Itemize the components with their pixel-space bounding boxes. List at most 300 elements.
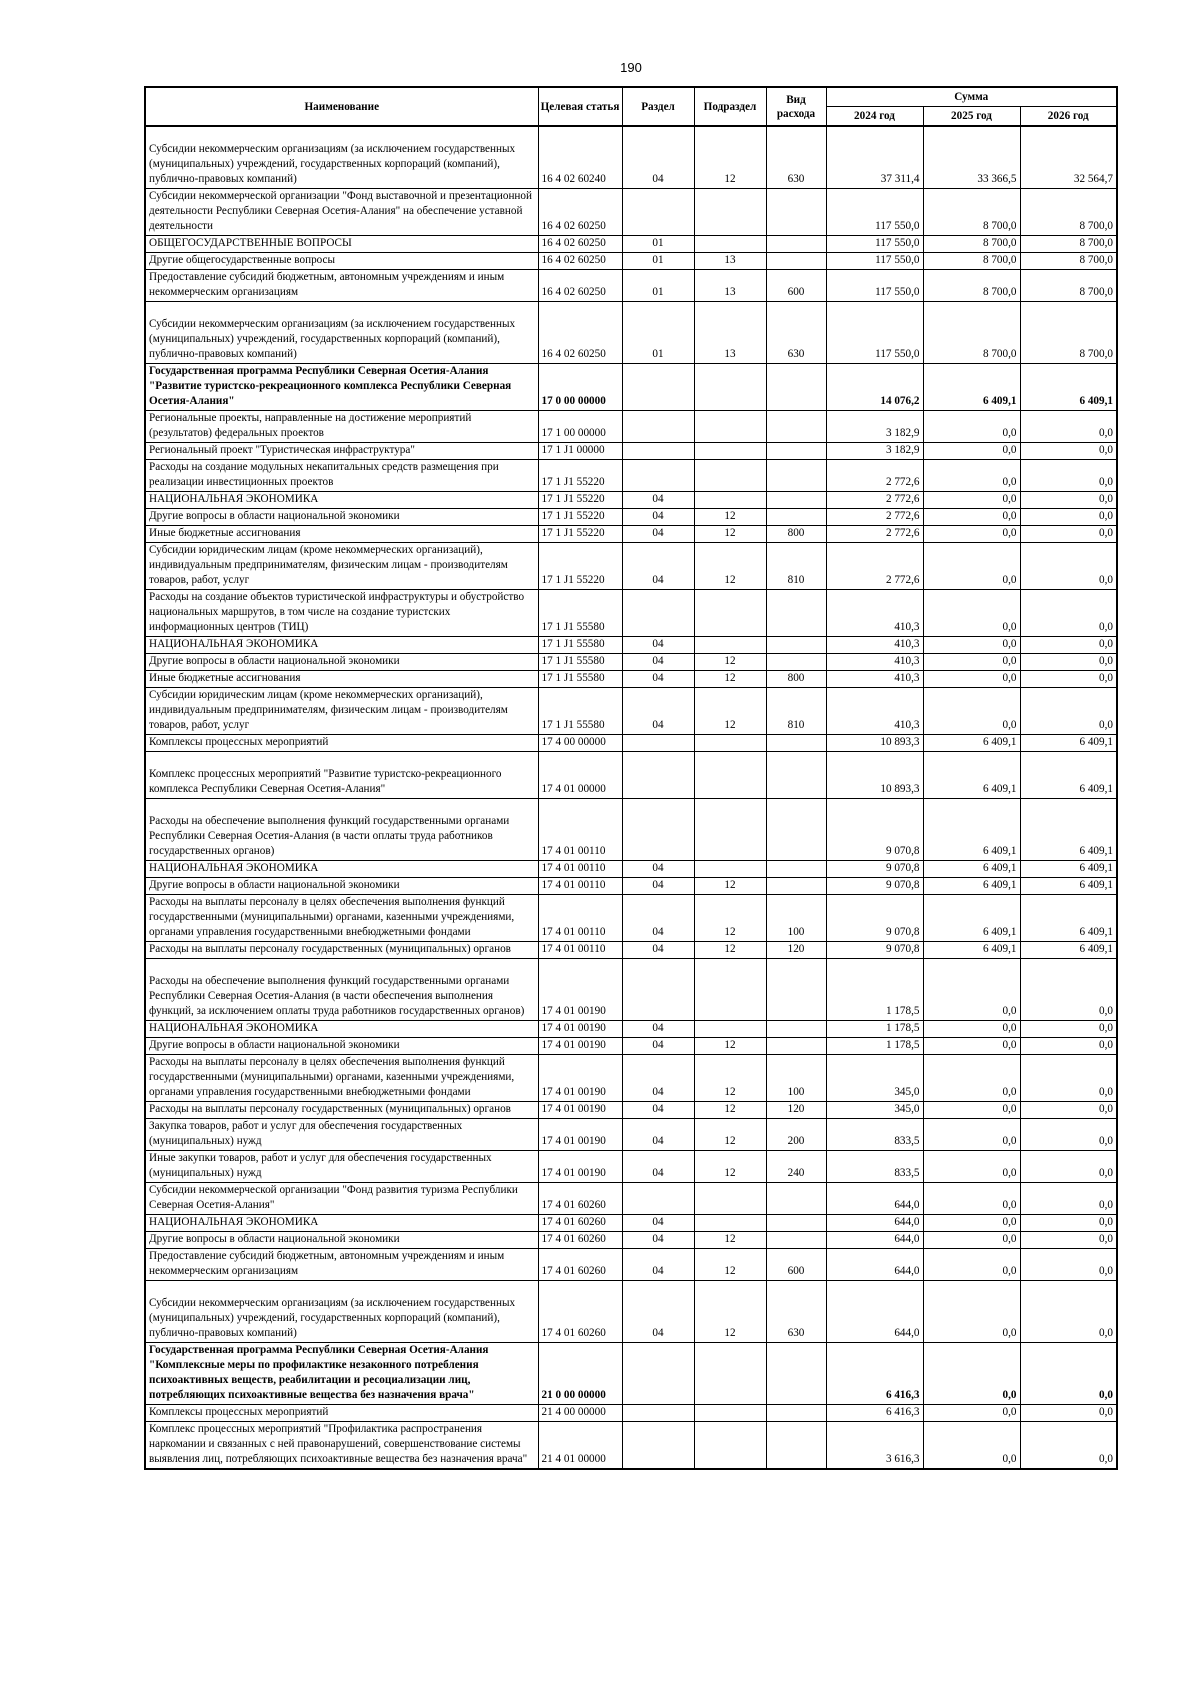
row-name: Предоставление субсидий бюджетным, автономным учреждениям и иным некоммерческим организациям (145, 1249, 538, 1281)
table-row (145, 654, 1117, 671)
row-sum-2024: 833,5 (826, 1151, 923, 1183)
row-sum-2024: 2 772,6 (826, 526, 923, 543)
header-section: Раздел (622, 87, 694, 126)
row-sum-2026: 8 700,0 (1020, 270, 1117, 302)
row-sum-2026: 0,0 (1020, 1119, 1117, 1151)
table-row (145, 895, 1117, 942)
row-section (622, 443, 694, 460)
row-sum-2026: 0,0 (1020, 1021, 1117, 1038)
row-section: 01 (622, 270, 694, 302)
row-section: 04 (622, 1119, 694, 1151)
row-name-text: Субсидии некоммерческим организациям (за исключением государственных (муниципальных) учреждений, государственных корпораций (компаний), публично-правовых компаний) (149, 1297, 516, 1339)
row-sum-2025: 8 700,0 (923, 253, 1020, 270)
row-sum-2024: 117 550,0 (826, 236, 923, 253)
row-section: 04 (622, 1232, 694, 1249)
table-row (145, 688, 1117, 735)
table-row (145, 1151, 1117, 1183)
row-name-text: Расходы на обеспечение выполнения функций государственными органами Республики Северная Осетия-Алания (в части оплаты труда работников государственных органов) (149, 815, 510, 857)
row-expense-type (766, 654, 826, 671)
row-name (145, 752, 538, 799)
row-expense-type (766, 959, 826, 1021)
row-section (622, 1405, 694, 1422)
row-sum-2024: 644,0 (826, 1232, 923, 1249)
row-sum-2026: 0,0 (1020, 543, 1117, 590)
row-expense-type: 120 (766, 942, 826, 959)
row-target: 17 4 01 00110 (538, 861, 622, 878)
row-name: Комплексы процессных мероприятий (145, 735, 538, 752)
row-subsection: 12 (694, 1232, 766, 1249)
row-expense-type: 810 (766, 543, 826, 590)
row-subsection: 12 (694, 1249, 766, 1281)
row-target: 17 1 J1 55580 (538, 654, 622, 671)
table-row (145, 509, 1117, 526)
row-subsection: 12 (694, 526, 766, 543)
row-expense-type (766, 253, 826, 270)
row-sum-2025: 0,0 (923, 654, 1020, 671)
row-target: 17 1 J1 55580 (538, 671, 622, 688)
row-sum-2025: 6 409,1 (923, 861, 1020, 878)
row-sum-2025: 0,0 (923, 1405, 1020, 1422)
row-sum-2026: 6 409,1 (1020, 364, 1117, 411)
row-sum-2024: 410,3 (826, 654, 923, 671)
row-name: Региональные проекты, направленные на достижение мероприятий (результатов) федеральных проектов (145, 411, 538, 443)
row-target: 17 1 J1 55220 (538, 509, 622, 526)
row-sum-2025: 0,0 (923, 460, 1020, 492)
row-name: Субсидии некоммерческой организации "Фонд развития туризма Республики Северная Осетия-Алания" (145, 1183, 538, 1215)
header-expense-type: Вид расхода (766, 87, 826, 126)
row-sum-2025: 0,0 (923, 411, 1020, 443)
row-target: 17 4 01 00190 (538, 1119, 622, 1151)
row-subsection: 13 (694, 270, 766, 302)
row-target: 17 0 00 00000 (538, 364, 622, 411)
row-subsection: 12 (694, 654, 766, 671)
row-sum-2025: 8 700,0 (923, 189, 1020, 236)
row-expense-type (766, 236, 826, 253)
row-subsection: 13 (694, 253, 766, 270)
row-target: 17 1 J1 00000 (538, 443, 622, 460)
row-expense-type: 800 (766, 671, 826, 688)
row-sum-2026: 0,0 (1020, 671, 1117, 688)
row-subsection (694, 1343, 766, 1405)
row-target: 17 4 01 00110 (538, 942, 622, 959)
row-sum-2025: 8 700,0 (923, 270, 1020, 302)
row-name (145, 959, 538, 1021)
row-target: 17 4 01 60260 (538, 1281, 622, 1343)
row-subsection (694, 1405, 766, 1422)
row-sum-2026: 6 409,1 (1020, 752, 1117, 799)
row-name: Иные бюджетные ассигнования (145, 671, 538, 688)
row-sum-2026: 0,0 (1020, 1422, 1117, 1470)
row-expense-type (766, 861, 826, 878)
row-sum-2026: 6 409,1 (1020, 861, 1117, 878)
row-target: 17 1 00 00000 (538, 411, 622, 443)
row-sum-2024: 644,0 (826, 1183, 923, 1215)
row-sum-2024: 9 070,8 (826, 878, 923, 895)
row-sum-2024: 833,5 (826, 1119, 923, 1151)
row-expense-type (766, 1038, 826, 1055)
row-name: Государственная программа Республики Северная Осетия-Алания "Комплексные меры по профилактике незаконного потребления психоактивных веществ, реабилитации и ресоциализации лиц, потребляющих психоактивные вещества без назначения врача" (145, 1343, 538, 1405)
row-name: Комплекс процессных мероприятий "Профилактика распространения наркомании и связанных с ней правонарушений, совершенствование системы выявления лиц, потребляющих психоактивные вещества без назначения врача" (145, 1422, 538, 1470)
row-section: 01 (622, 302, 694, 364)
row-section (622, 959, 694, 1021)
row-section (622, 1183, 694, 1215)
row-target: 17 1 J1 55580 (538, 590, 622, 637)
header-2026: 2026 год (1020, 107, 1117, 127)
table-row (145, 637, 1117, 654)
row-sum-2024: 3 182,9 (826, 443, 923, 460)
row-sum-2024: 345,0 (826, 1055, 923, 1102)
row-target: 17 4 00 00000 (538, 735, 622, 752)
row-expense-type (766, 1405, 826, 1422)
row-subsection: 12 (694, 1055, 766, 1102)
row-name-text: Комплекс процессных мероприятий "Развитие туристско-рекреационного комплекса Республики Северная Осетия-Алания" (149, 768, 502, 795)
row-section (622, 799, 694, 861)
row-expense-type: 810 (766, 688, 826, 735)
row-sum-2025: 0,0 (923, 590, 1020, 637)
row-section: 04 (622, 1249, 694, 1281)
row-sum-2026: 0,0 (1020, 654, 1117, 671)
row-sum-2025: 0,0 (923, 1232, 1020, 1249)
row-expense-type (766, 878, 826, 895)
row-subsection: 12 (694, 1151, 766, 1183)
table-row (145, 752, 1117, 799)
row-sum-2026: 0,0 (1020, 1038, 1117, 1055)
row-sum-2024: 10 893,3 (826, 752, 923, 799)
row-sum-2025: 0,0 (923, 1102, 1020, 1119)
row-sum-2026: 0,0 (1020, 1343, 1117, 1405)
row-sum-2026: 8 700,0 (1020, 189, 1117, 236)
row-sum-2025: 0,0 (923, 1183, 1020, 1215)
row-subsection: 12 (694, 509, 766, 526)
row-target: 17 4 01 00190 (538, 1102, 622, 1119)
row-sum-2024: 410,3 (826, 637, 923, 654)
row-expense-type: 100 (766, 1055, 826, 1102)
row-sum-2024: 410,3 (826, 671, 923, 688)
row-subsection (694, 1183, 766, 1215)
row-name: Субсидии некоммерческой организации "Фонд выставочной и презентационной деятельности Республики Северная Осетия-Алания" на обеспечение уставной деятельности (145, 189, 538, 236)
row-target: 17 4 01 00190 (538, 1021, 622, 1038)
row-sum-2024: 3 182,9 (826, 411, 923, 443)
row-sum-2024: 410,3 (826, 590, 923, 637)
table-row (145, 443, 1117, 460)
row-section: 01 (622, 253, 694, 270)
table-row (145, 942, 1117, 959)
row-subsection (694, 752, 766, 799)
row-expense-type (766, 1021, 826, 1038)
row-subsection: 12 (694, 1119, 766, 1151)
row-sum-2025: 0,0 (923, 1249, 1020, 1281)
row-subsection (694, 637, 766, 654)
row-sum-2025: 8 700,0 (923, 236, 1020, 253)
row-name: Другие вопросы в области национальной экономики (145, 1038, 538, 1055)
row-sum-2025: 6 409,1 (923, 735, 1020, 752)
row-target: 17 1 J1 55220 (538, 526, 622, 543)
row-sum-2025: 0,0 (923, 1281, 1020, 1343)
row-sum-2026: 0,0 (1020, 460, 1117, 492)
row-subsection (694, 1021, 766, 1038)
row-sum-2024: 644,0 (826, 1281, 923, 1343)
row-expense-type (766, 189, 826, 236)
row-section: 04 (622, 1151, 694, 1183)
row-sum-2025: 0,0 (923, 1422, 1020, 1470)
row-target: 17 4 01 00190 (538, 1038, 622, 1055)
row-expense-type (766, 443, 826, 460)
row-name-text: Субсидии некоммерческим организациям (за исключением государственных (муниципальных) учреждений, государственных корпораций (компаний), публично-правовых компаний) (149, 143, 516, 185)
row-section: 04 (622, 895, 694, 942)
row-sum-2024: 117 550,0 (826, 302, 923, 364)
row-name: Государственная программа Республики Северная Осетия-Алания "Развитие туристско-рекреационного комплекса Республики Северная Осетия-Алания" (145, 364, 538, 411)
row-sum-2024: 2 772,6 (826, 509, 923, 526)
row-name: НАЦИОНАЛЬНАЯ ЭКОНОМИКА (145, 1215, 538, 1232)
row-sum-2025: 0,0 (923, 1151, 1020, 1183)
row-sum-2026: 0,0 (1020, 1281, 1117, 1343)
row-sum-2025: 6 409,1 (923, 752, 1020, 799)
row-sum-2026: 6 409,1 (1020, 942, 1117, 959)
row-name: Расходы на выплаты персоналу в целях обеспечения выполнения функций государственными (муниципальными) органами, казенными учреждениями, органами управления государственными внебюджетными фондами (145, 895, 538, 942)
row-sum-2026: 0,0 (1020, 1249, 1117, 1281)
row-section: 04 (622, 688, 694, 735)
header-target: Целевая статья (538, 87, 622, 126)
row-target: 16 4 02 60250 (538, 236, 622, 253)
row-section (622, 752, 694, 799)
row-expense-type: 100 (766, 895, 826, 942)
row-target: 17 4 01 00000 (538, 752, 622, 799)
row-expense-type (766, 637, 826, 654)
row-subsection (694, 1422, 766, 1470)
row-sum-2026: 0,0 (1020, 637, 1117, 654)
row-section: 04 (622, 1102, 694, 1119)
row-section: 04 (622, 492, 694, 509)
row-expense-type: 600 (766, 270, 826, 302)
row-subsection (694, 460, 766, 492)
row-name: Субсидии юридическим лицам (кроме некоммерческих организаций), индивидуальным предпринимателям, физическим лицам - производителям товаров, работ, услуг (145, 543, 538, 590)
row-sum-2026: 0,0 (1020, 443, 1117, 460)
row-target: 17 4 01 60260 (538, 1249, 622, 1281)
row-section: 04 (622, 671, 694, 688)
row-target: 16 4 02 60250 (538, 302, 622, 364)
row-section: 04 (622, 637, 694, 654)
row-sum-2024: 1 178,5 (826, 1021, 923, 1038)
row-sum-2025: 0,0 (923, 443, 1020, 460)
row-section: 04 (622, 526, 694, 543)
header-name: Наименование (145, 87, 538, 126)
row-sum-2026: 0,0 (1020, 1055, 1117, 1102)
table-row (145, 671, 1117, 688)
row-target: 17 4 01 00110 (538, 799, 622, 861)
row-sum-2025: 0,0 (923, 509, 1020, 526)
row-section: 04 (622, 654, 694, 671)
table-row (145, 1215, 1117, 1232)
row-section: 04 (622, 126, 694, 189)
row-name (145, 126, 538, 189)
row-sum-2026: 0,0 (1020, 1232, 1117, 1249)
table-row (145, 126, 1117, 189)
row-target: 17 4 01 60260 (538, 1183, 622, 1215)
row-sum-2025: 0,0 (923, 1343, 1020, 1405)
row-expense-type (766, 590, 826, 637)
table-row (145, 1038, 1117, 1055)
row-subsection: 12 (694, 671, 766, 688)
row-sum-2026: 0,0 (1020, 1102, 1117, 1119)
row-section: 04 (622, 1021, 694, 1038)
row-subsection (694, 364, 766, 411)
row-name (145, 1281, 538, 1343)
row-expense-type (766, 1422, 826, 1470)
row-subsection: 13 (694, 302, 766, 364)
row-sum-2024: 3 616,3 (826, 1422, 923, 1470)
row-target: 17 4 01 60260 (538, 1232, 622, 1249)
row-sum-2024: 117 550,0 (826, 270, 923, 302)
row-name: НАЦИОНАЛЬНАЯ ЭКОНОМИКА (145, 637, 538, 654)
row-expense-type (766, 1215, 826, 1232)
row-sum-2024: 9 070,8 (826, 895, 923, 942)
row-name-text: Субсидии некоммерческим организациям (за исключением государственных (муниципальных) учреждений, государственных корпораций (компаний), публично-правовых компаний) (149, 318, 516, 360)
row-sum-2026: 0,0 (1020, 959, 1117, 1021)
row-name: Расходы на выплаты персоналу государственных (муниципальных) органов (145, 1102, 538, 1119)
table-row (145, 526, 1117, 543)
row-expense-type (766, 364, 826, 411)
header-2024: 2024 год (826, 107, 923, 127)
row-name: НАЦИОНАЛЬНАЯ ЭКОНОМИКА (145, 861, 538, 878)
row-subsection (694, 590, 766, 637)
row-sum-2026: 32 564,7 (1020, 126, 1117, 189)
row-subsection (694, 411, 766, 443)
table-row (145, 492, 1117, 509)
row-subsection (694, 735, 766, 752)
row-section: 04 (622, 878, 694, 895)
row-sum-2024: 6 416,3 (826, 1405, 923, 1422)
row-expense-type: 630 (766, 302, 826, 364)
row-sum-2024: 2 772,6 (826, 492, 923, 509)
row-sum-2024: 644,0 (826, 1215, 923, 1232)
row-sum-2025: 0,0 (923, 637, 1020, 654)
table-row (145, 543, 1117, 590)
row-expense-type: 240 (766, 1151, 826, 1183)
row-subsection: 12 (694, 126, 766, 189)
table-row (145, 590, 1117, 637)
budget-table (144, 86, 1118, 1470)
row-name: Расходы на выплаты персоналу государственных (муниципальных) органов (145, 942, 538, 959)
row-section: 04 (622, 543, 694, 590)
table-row (145, 302, 1117, 364)
row-section: 04 (622, 942, 694, 959)
row-section: 04 (622, 509, 694, 526)
row-sum-2024: 1 178,5 (826, 959, 923, 1021)
row-subsection: 12 (694, 1281, 766, 1343)
row-name: Закупка товаров, работ и услуг для обеспечения государственных (муниципальных) нужд (145, 1119, 538, 1151)
row-expense-type (766, 799, 826, 861)
row-section: 04 (622, 861, 694, 878)
row-sum-2025: 0,0 (923, 492, 1020, 509)
table-row (145, 1422, 1117, 1470)
row-sum-2025: 0,0 (923, 1055, 1020, 1102)
row-sum-2026: 8 700,0 (1020, 302, 1117, 364)
table-row (145, 959, 1117, 1021)
row-sum-2026: 0,0 (1020, 411, 1117, 443)
table-row (145, 735, 1117, 752)
row-subsection: 12 (694, 688, 766, 735)
table-row (145, 861, 1117, 878)
row-name-text: Расходы на обеспечение выполнения функций государственными органами Республики Северная Осетия-Алания (в части обеспечения выполнения функций, за исключением оплаты труда работников государственных органов) (149, 975, 525, 1017)
row-name: Другие вопросы в области национальной экономики (145, 654, 538, 671)
row-sum-2024: 2 772,6 (826, 543, 923, 590)
row-sum-2024: 2 772,6 (826, 460, 923, 492)
row-sum-2024: 117 550,0 (826, 253, 923, 270)
row-target: 17 4 01 00110 (538, 895, 622, 942)
row-sum-2026: 0,0 (1020, 1151, 1117, 1183)
row-expense-type (766, 735, 826, 752)
row-sum-2026: 0,0 (1020, 590, 1117, 637)
row-name: Предоставление субсидий бюджетным, автономным учреждениям и иным некоммерческим организациям (145, 270, 538, 302)
table-row (145, 236, 1117, 253)
row-sum-2025: 6 409,1 (923, 895, 1020, 942)
header-subsection: Подраздел (694, 87, 766, 126)
table-header (145, 87, 1117, 126)
row-expense-type (766, 492, 826, 509)
row-name: Иные закупки товаров, работ и услуг для обеспечения государственных (муниципальных) нужд (145, 1151, 538, 1183)
table-row (145, 1021, 1117, 1038)
row-sum-2026: 6 409,1 (1020, 895, 1117, 942)
row-section: 04 (622, 1281, 694, 1343)
row-sum-2024: 117 550,0 (826, 189, 923, 236)
row-sum-2026: 0,0 (1020, 526, 1117, 543)
page-number: 190 (620, 60, 642, 75)
row-expense-type (766, 1343, 826, 1405)
row-section (622, 189, 694, 236)
row-sum-2024: 644,0 (826, 1249, 923, 1281)
row-expense-type (766, 460, 826, 492)
row-subsection (694, 1215, 766, 1232)
row-sum-2024: 6 416,3 (826, 1343, 923, 1405)
row-name: Комплексы процессных мероприятий (145, 1405, 538, 1422)
row-sum-2026: 6 409,1 (1020, 878, 1117, 895)
row-sum-2025: 0,0 (923, 1215, 1020, 1232)
row-sum-2026: 0,0 (1020, 1405, 1117, 1422)
table-row (145, 1249, 1117, 1281)
row-sum-2024: 410,3 (826, 688, 923, 735)
row-sum-2024: 37 311,4 (826, 126, 923, 189)
table-row (145, 460, 1117, 492)
table-row (145, 253, 1117, 270)
row-expense-type: 200 (766, 1119, 826, 1151)
row-subsection (694, 236, 766, 253)
row-subsection: 12 (694, 895, 766, 942)
row-subsection: 12 (694, 1102, 766, 1119)
table-row (145, 878, 1117, 895)
row-section (622, 1343, 694, 1405)
row-sum-2026: 0,0 (1020, 1215, 1117, 1232)
row-sum-2025: 6 409,1 (923, 799, 1020, 861)
row-expense-type (766, 509, 826, 526)
row-subsection (694, 799, 766, 861)
row-sum-2025: 0,0 (923, 688, 1020, 735)
row-expense-type: 600 (766, 1249, 826, 1281)
row-name: ОБЩЕГОСУДАРСТВЕННЫЕ ВОПРОСЫ (145, 236, 538, 253)
row-sum-2024: 14 076,2 (826, 364, 923, 411)
row-sum-2024: 9 070,8 (826, 861, 923, 878)
row-sum-2025: 0,0 (923, 671, 1020, 688)
table-row (145, 1055, 1117, 1102)
row-target: 17 4 01 00190 (538, 1151, 622, 1183)
row-sum-2026: 6 409,1 (1020, 735, 1117, 752)
row-target: 16 4 02 60250 (538, 253, 622, 270)
row-target: 17 4 01 00190 (538, 1055, 622, 1102)
row-sum-2026: 8 700,0 (1020, 253, 1117, 270)
row-sum-2026: 0,0 (1020, 492, 1117, 509)
row-section (622, 1422, 694, 1470)
row-expense-type: 120 (766, 1102, 826, 1119)
row-name: Расходы на выплаты персоналу в целях обеспечения выполнения функций государственными (муниципальными) органами, казенными учреждениями, органами управления государственными внебюджетными фондами (145, 1055, 538, 1102)
